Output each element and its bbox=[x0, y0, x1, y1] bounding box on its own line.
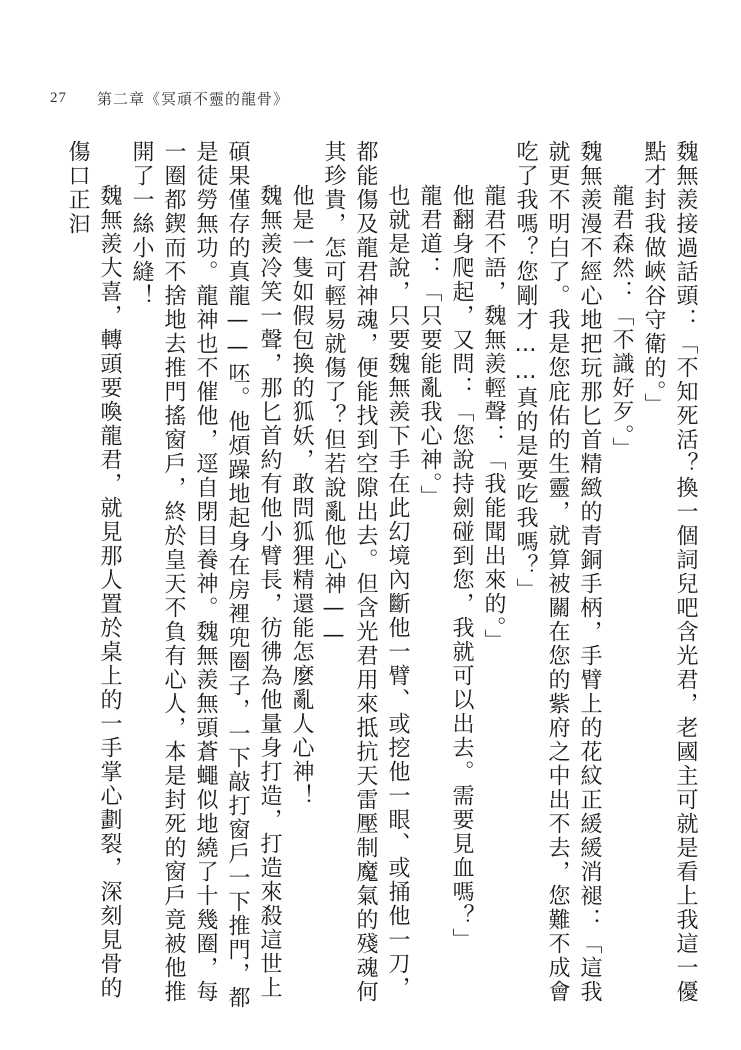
paragraph: 龍君道：「只要能亂我心神。」 bbox=[417, 184, 442, 509]
paragraph: 他翻身爬起，又問：「您說持劍碰到您，我就可以出去。需要見血嗎？」 bbox=[449, 184, 474, 952]
paragraph: 龍君森然：「不識好歹。」 bbox=[609, 184, 634, 461]
running-title: 第二章《冥頑不靈的龍骨》 bbox=[97, 89, 290, 108]
page-header bbox=[50, 86, 289, 110]
paragraph: 龍君不語，魏無羨輕聲：「我能聞出來的。」 bbox=[481, 184, 506, 653]
paragraph: 魏無羨大喜，轉頭要喚龍君，就見那人置於桌上的一手掌心劃裂，深刻見骨的傷口正汩 bbox=[65, 140, 122, 1000]
paragraph: 魏無羨接過話頭：「不知死活？換一個詞兒吧含光君，老國主可就是看上我這一優點才封我做峽谷守衛的。」 bbox=[641, 140, 698, 1004]
paragraph: 魏無羨冷笑一聲，那匕首約有他小臂長，彷彿為他量身打造，打造來殺這世上碩果僅存的真龍——呸。他煩躁地起身在房裡兜圈子，一下敲打窗戶一下推門，都是徒勞無功。龍神也不催他，逕自閉目養神。魏無羨無頭蒼蠅似地繞了十幾圈，每一圈都鍥而不捨地去推門搖窗戶，終於皇天不負有心人，本是封死的窗戶竟被他推開了一絲小縫！ bbox=[129, 140, 282, 1010]
paragraph: 魏無羨漫不經心地把玩那匕首精緻的青銅手柄，手臂上的花紋正緩緩消褪：「這我就更不明白了。我是您庇佑的生靈，就算被關在您的紫府之中出不去，您難不成會吃了我嗎？您剛才……真的是要吃我嗎？」 bbox=[513, 140, 602, 1004]
paragraph: 也就是說，只要魏無羨下手在此幻境內斷他一臂、或挖他一眼、或捅他一刀，都能傷及龍君神魂，便能找到空隙出去。但含光君用來抵抗天雷壓制魔氣的殘魂何其珍貴，怎可輕易就傷了？但若說亂他心神—— bbox=[321, 140, 410, 1004]
page-number: 27 bbox=[50, 89, 67, 106]
vertical-body-text bbox=[65, 140, 701, 1020]
paragraph: 他是一隻如假包換的狐妖，敢問狐狸精還能怎麼亂人心神！ bbox=[289, 184, 314, 808]
